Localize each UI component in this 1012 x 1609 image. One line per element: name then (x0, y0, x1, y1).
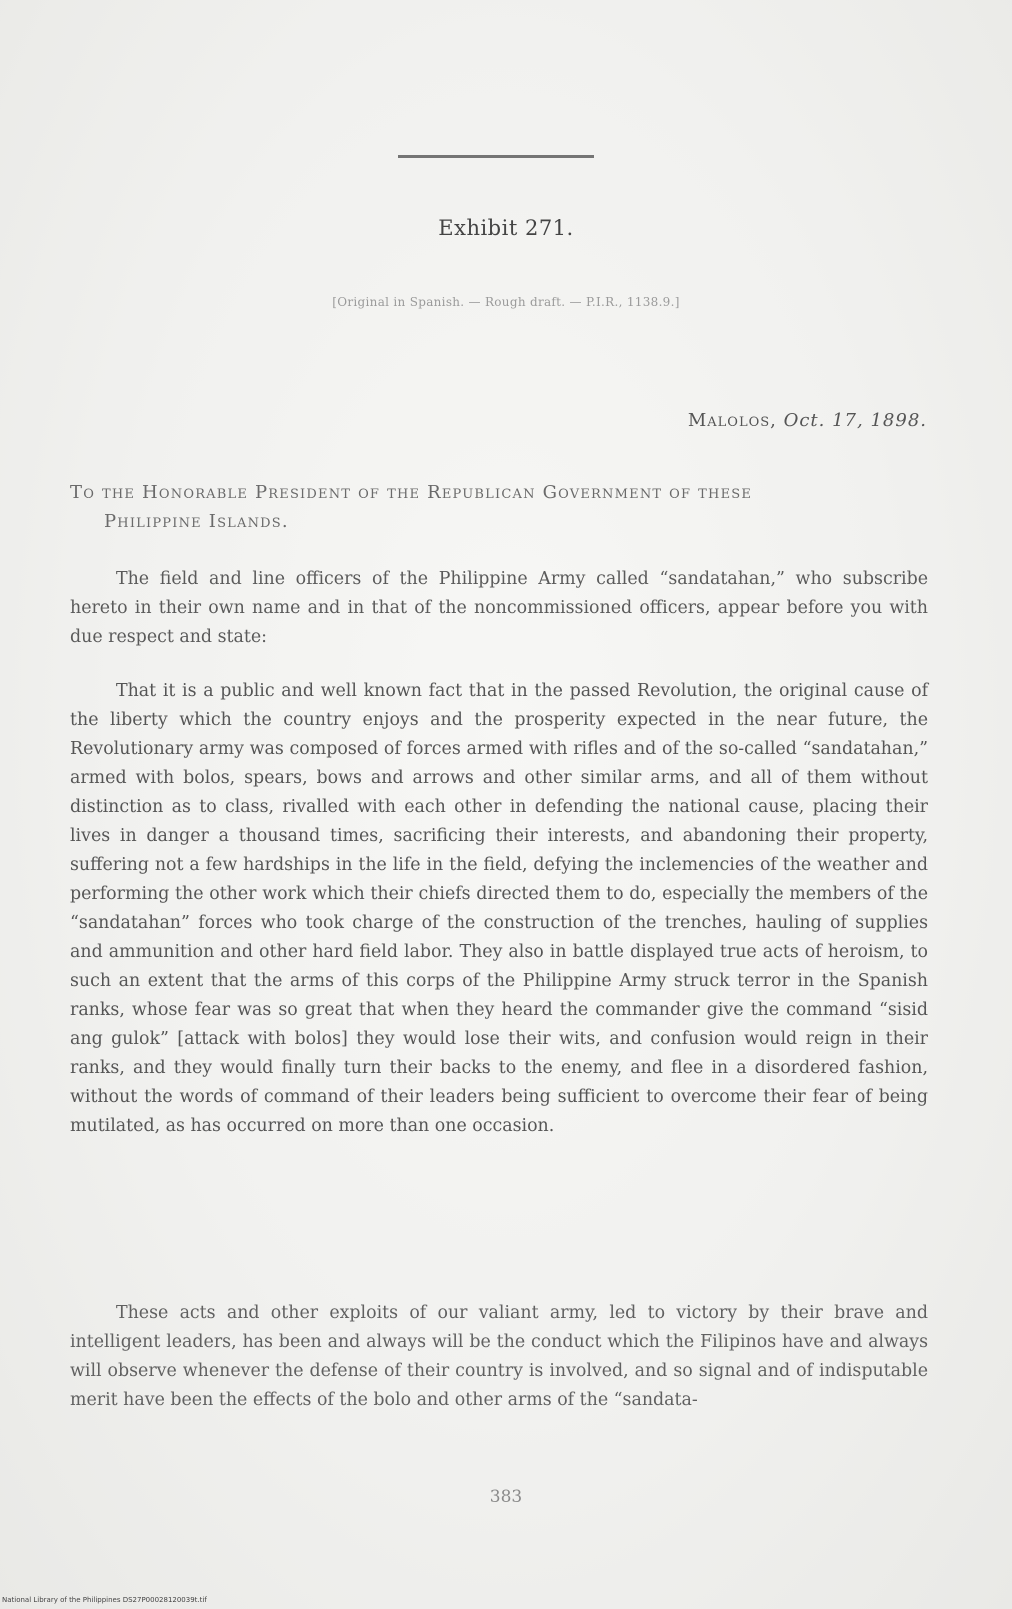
salutation (70, 478, 928, 536)
page-number: 383 (489, 1487, 523, 1507)
dateline (688, 410, 927, 431)
paragraph-2: That it is a public and well known fact that in the passed Revolution, the original cause of the liberty which the country enjoys and the prosperity expected in the near future, the Revolutionary army was composed of forces armed with rifles and of the so-called “sandatahan,” armed with bolos, spears, bows and arrows and other similar arms, and all of them without distinction as to class, rivalled with each other in defending the national cause, placing their lives in danger a thousand times, sacrificing their interests, and abandoning their property, suffering not a few hardships in the life in the field, defying the inclemencies of the weather and performing the other work which their chiefs directed them to do, especially the members of the “sandatahan” forces who took charge of the construction of the trenches, hauling of supplies and ammunition and other hard field labor. They also in battle displayed true acts of heroism, to such an extent that the arms of this corps of the Philippine Army struck terror in the Spanish ranks, whose fear was so great that when they heard the commander give the command “sisid ang gulok” [attack with bolos] they would lose their wits, and confusion would reign in their ranks, and they would finally turn their backs to the enemy, and flee in a disordered fashion, without the words of command of their leaders being sufficient to overcome their fear of being mutilated, as has occurred on more than one occasion. (70, 681, 928, 1137)
exhibit-title: Exhibit 271. (438, 216, 574, 240)
dateline-place: Malolos, (687, 410, 777, 431)
paragraph-1: The field and line officers of the Philippine Army called “sandatahan,” who subscribe hereto in their own name and in that of the noncommissioned officers, appear before you with due respect and state: (70, 569, 928, 648)
paragraph-3: These acts and other exploits of our valiant army, led to victory by their brave and intelligent leaders, has been and always will be the conduct which the Filipinos have and always will observe whenever the defense of their country is involved, and so signal and of indisputable merit have been the effects of the bolo and other arms of the “sandata- (70, 1303, 928, 1411)
salutation-line-1: To the Honorable President of the Republican Government of these (70, 482, 753, 503)
salutation-line-2: Philippine Islands. (104, 511, 289, 532)
dateline-date: Oct. 17, 1898. (783, 410, 927, 431)
source-note: [Original in Spanish. — Rough draft. — P.I.R., 1138.9.] (332, 295, 680, 309)
top-rule-divider (398, 155, 594, 158)
scan-credit-footer: National Library of the Philippines DS27P00028120039t.tif (2, 1596, 207, 1604)
